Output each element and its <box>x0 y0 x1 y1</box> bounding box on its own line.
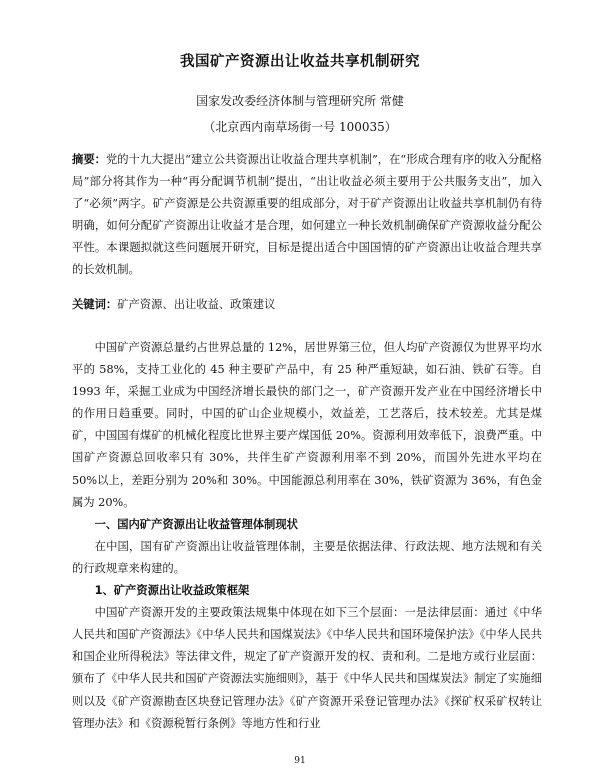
author-address: （北京西内南草场街一号 100035） <box>203 120 397 134</box>
author-affiliation: 国家发改委经济体制与管理研究所 常健 <box>196 94 404 108</box>
abstract-label: 摘要： <box>72 153 106 166</box>
paragraph-2: 在中国，国有矿产资源出让收益管理体制，主要是依据法律、行政法规、地方法规和有关的行政规章来构建的。 <box>72 539 542 575</box>
paper-title: 我国矿产资源出让收益共享机制研究 <box>180 54 420 70</box>
keywords-label: 关键词： <box>72 298 118 311</box>
keywords-text: 矿产资源、出让收益、政策建议 <box>117 298 276 311</box>
body-text <box>72 337 542 735</box>
paragraph-3: 中国矿产资源开发的主要政策法规集中体现在如下三个层面：一是法律层面：通过《中华人民共和国矿产资源法》《中华人民共和国煤炭法》《中华人民共和国环境保护法》《中华人民共和国企业所得税法》等法律文件，规定了矿产资源开发的权、责和利。二是地方或行业层面：颁布了《中华人民共和国矿产资源法实施细则》，基于《中华人民共和国煤炭法》制定了实施细则以及《矿产资源勘查区块登记管理办法》《矿产资源开采登记管理办法》《探矿权采矿权转让管理办法》和《资源税暂行条例》等地方性和行业 <box>72 606 542 730</box>
abstract-text: 党的十九大提出“建立公共资源出让收益合理共享机制”，在“形成合理有序的收入分配格局”部分将其作为一种“再分配调节机制”提出，“出让收益必须主要用于公共服务支出”，加入了“必须”两字。矿产资源是公共资源重要的组成部分，对于矿产资源出让收益共享机制仍有待明确，如何分配矿产资源出让收益才是合理，如何建立一种长效机制确保矿产资源收益分配公平性。本课题拟就这些问题展开研究，目标是提出适合中国国情的矿产资源出让收益合理共享的长效机制。 <box>72 153 542 276</box>
abstract <box>72 149 542 281</box>
section-heading-1: 一、国内矿产资源出让收益管理体制现状 <box>94 517 298 531</box>
paragraph-1: 中国矿产资源总量约占世界总量的 12%，居世界第三位，但人均矿产资源仅为世界平均水平的 58%，支持工业化的 45 种主要矿产品中，有 25 种严重短缺，如石油、铁矿石等。自 1993 年，采掘工业成为中国经济增长最快的部门之一，矿产资源开发产业在中国经济增长中的作用日趋重要。同时，中国的矿山企业规模小，效益差，工艺落后，技术较差。尤其是煤矿，中国国有煤矿的机械化程度比世界主要产煤国低 20%。资源利用效率低下，浪费严重。中国矿产资源总回收率只有 30%，共伴生矿产资源利用率不到 20%，而国外先进水平均在 50%以上，差距分别为 20%和 30%。中国能源总利用率在 30%，铁矿资源为 36%，有色金属为 20%。 <box>72 341 542 509</box>
subsection-heading-1: 1、矿产资源出让收益政策框架 <box>94 584 250 598</box>
page-number: 91 <box>294 756 306 766</box>
keywords <box>72 296 542 314</box>
